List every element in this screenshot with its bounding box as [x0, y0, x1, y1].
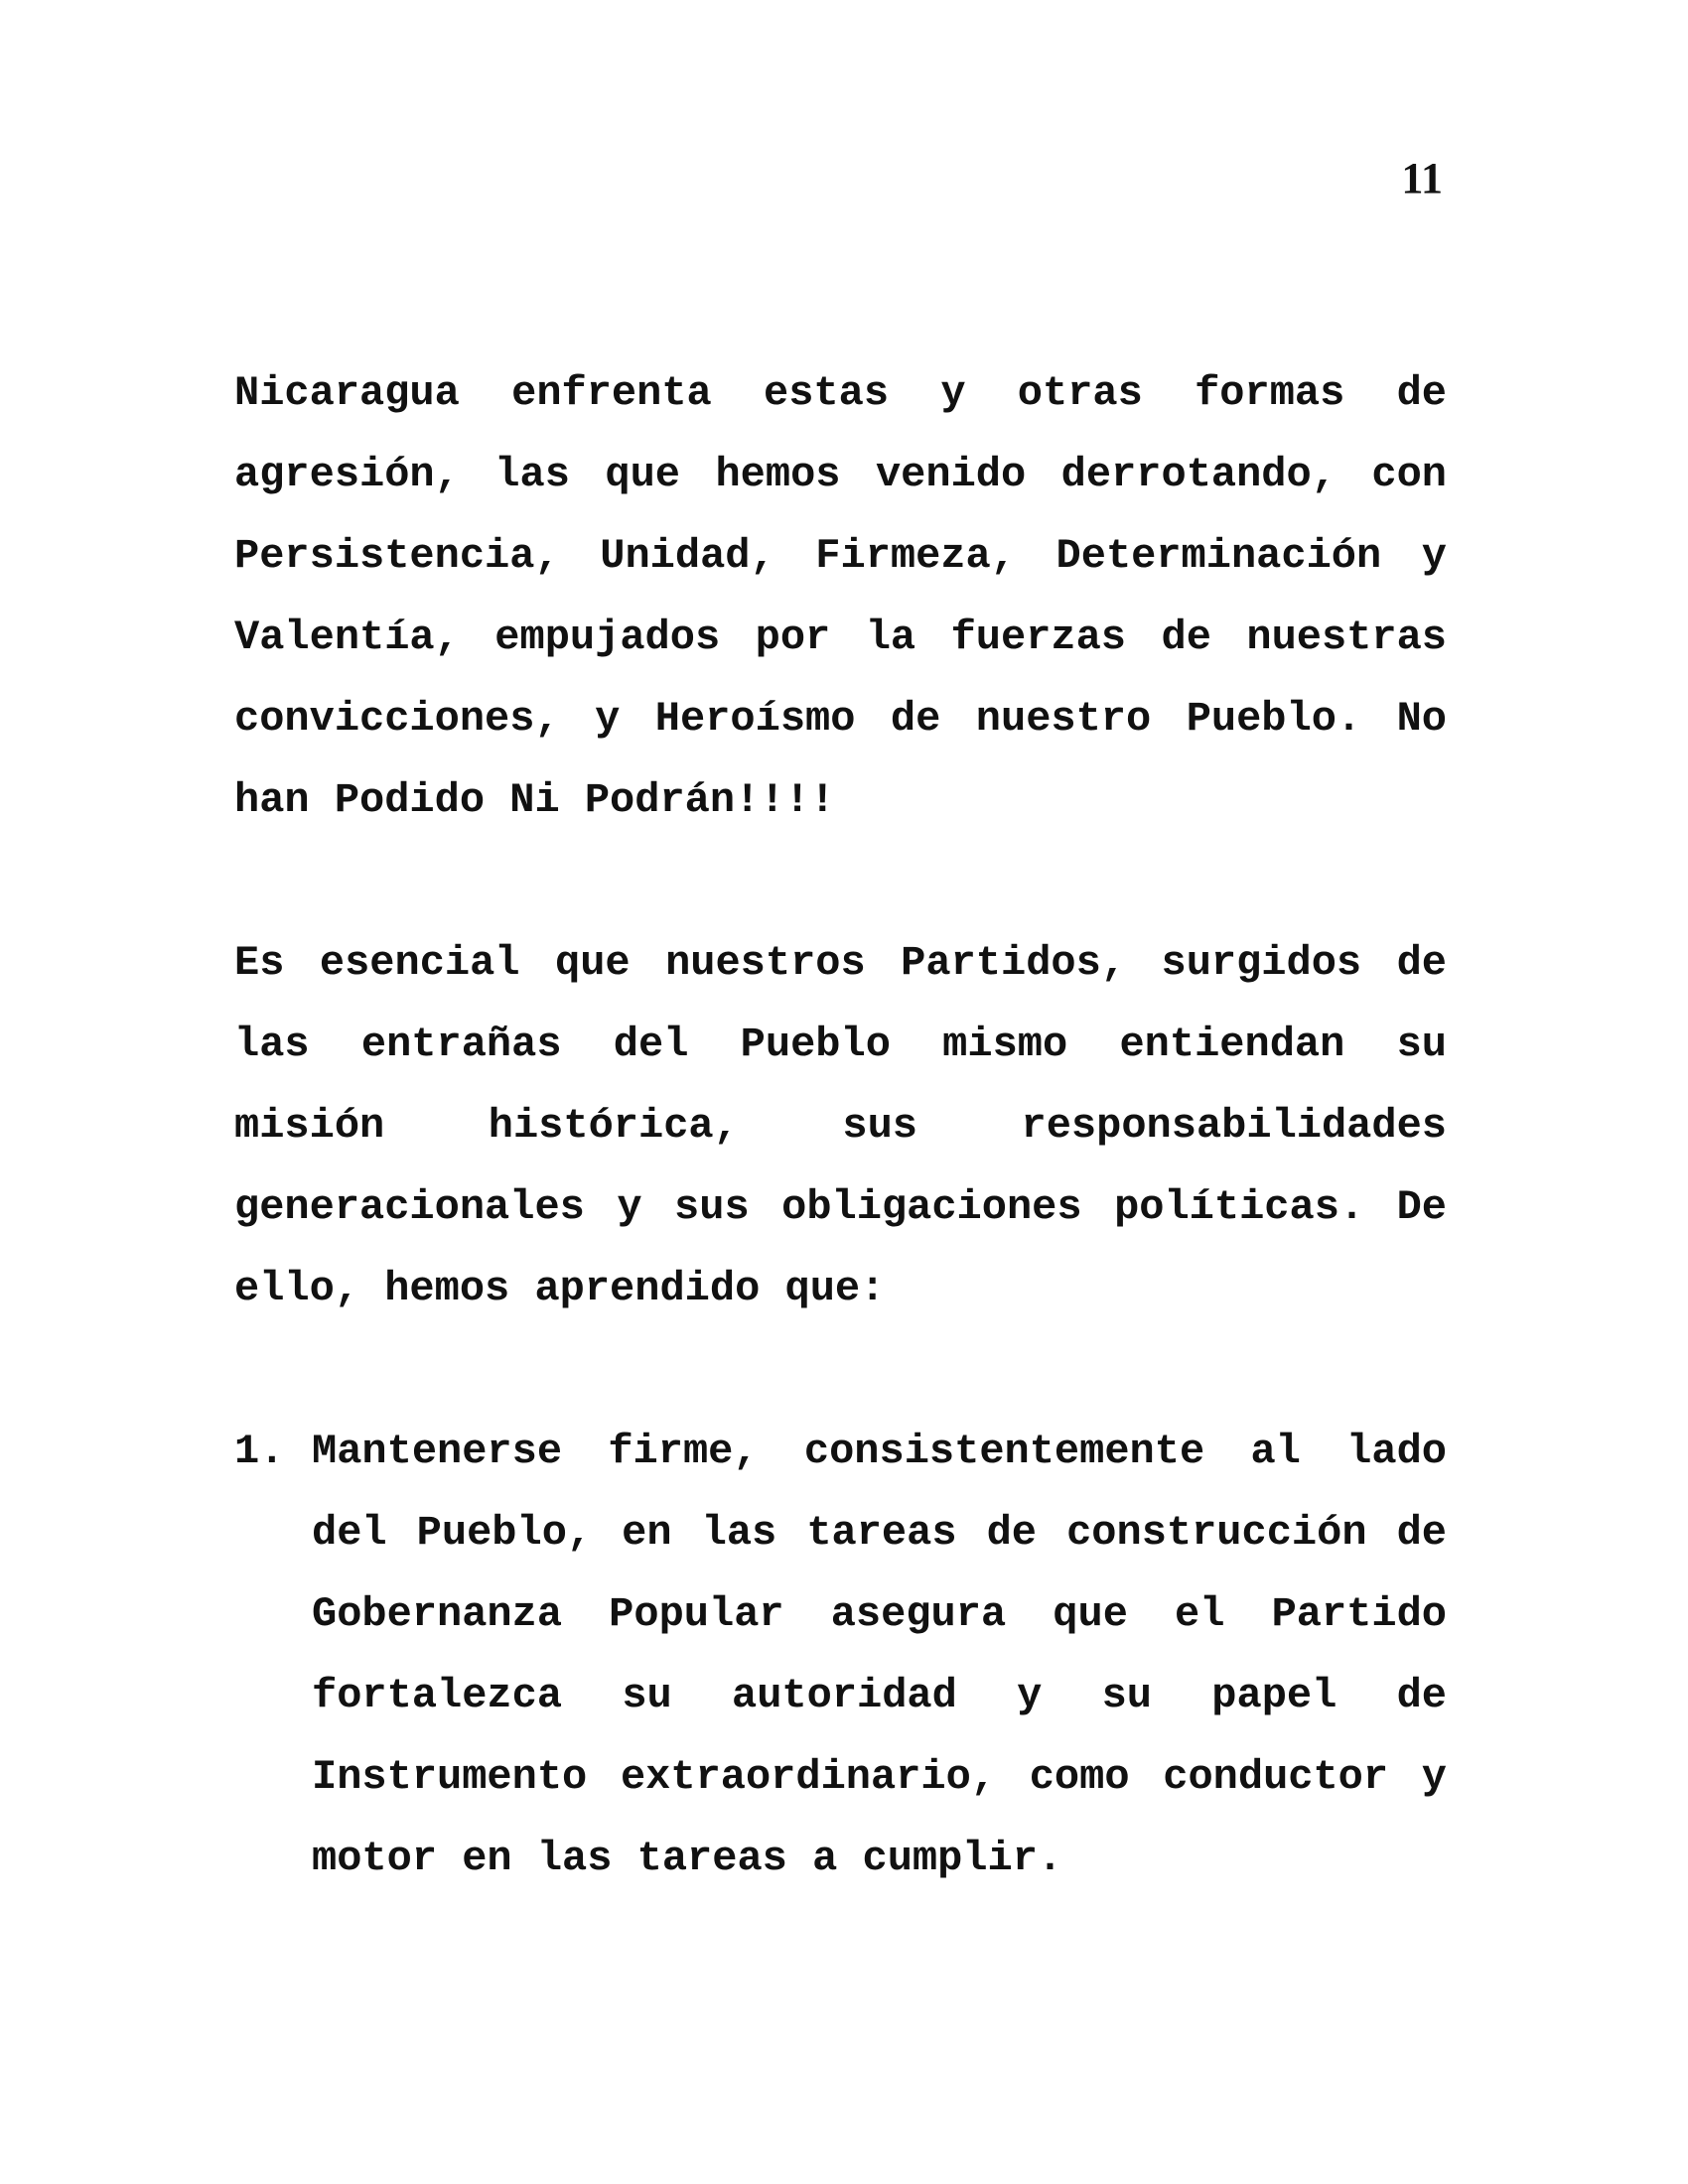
document-body [234, 352, 1447, 1899]
paragraph: Es esencial que nuestros Partidos, surgidos de las entrañas del Pueblo mismo entiendan su misión histórica, sus responsabilidades generacionales y sus obligaciones políticas. De ello, hemos aprendido que: [234, 939, 1447, 1312]
paragraph: Nicaragua enfrenta estas y otras formas de agresión, las que hemos venido derrotando, con Persistencia, Unidad, Firmeza, Determinación y Valentía, empujados por la fuerzas de nuestras convicciones, y Heroísmo de nuestro Pueblo. No han Podido Ni Podrán!!!! [234, 369, 1447, 824]
list-marker: 1. [234, 1428, 285, 1475]
list-item-text: Mantenerse firme, consistentemente al lado del Pueblo, en las tareas de construcción de Gobernanza Popular asegura que el Partido fortalezca su autoridad y su papel de Instrumento extraordinario, como conductor y motor en las tareas a cumplir. [312, 1428, 1447, 1882]
page-number: 11 [1401, 154, 1443, 203]
numbered-list [234, 1411, 1447, 1899]
list-item [234, 1411, 1447, 1899]
